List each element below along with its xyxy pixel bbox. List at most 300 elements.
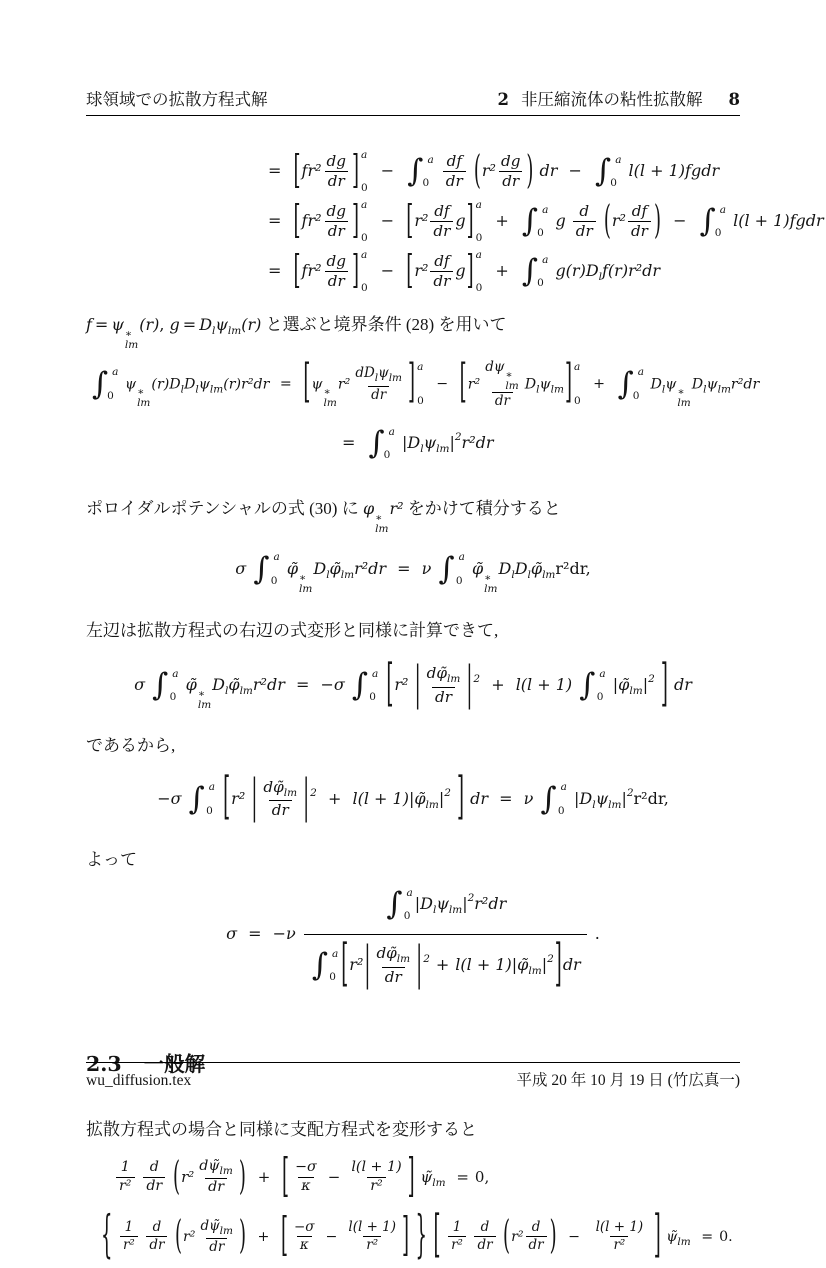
math-token: + — [495, 261, 509, 280]
denominator: dr — [492, 392, 513, 410]
math-token: D — [212, 675, 225, 694]
denominator: dr — [269, 800, 292, 820]
integral-limits — [168, 669, 178, 703]
math-token: ψ — [706, 376, 718, 393]
math-token: dr — [266, 675, 285, 694]
fraction — [498, 152, 523, 191]
left-paren: ( — [473, 147, 481, 194]
math-token: − — [380, 161, 395, 180]
abs-bar: | — [573, 788, 580, 808]
fraction — [260, 778, 300, 820]
subscript-l: l — [511, 568, 515, 581]
paragraph-therefore2 — [86, 847, 740, 873]
fraction — [345, 1219, 399, 1254]
star: ∗ — [323, 386, 331, 399]
denominator: dr — [325, 221, 348, 241]
fraction — [443, 152, 466, 191]
denominator: dr — [368, 386, 389, 404]
right-bracket: ] — [466, 247, 474, 294]
limit-a: a — [172, 667, 179, 680]
numerator: d — [579, 202, 590, 220]
integral-glyph: ∫ — [540, 780, 557, 817]
left-bracket: [ — [293, 197, 301, 244]
left-bracket: [ — [280, 1208, 288, 1262]
integral-glyph: ∫ — [253, 550, 270, 587]
math-token: + — [435, 955, 450, 974]
integral-limits — [108, 367, 118, 401]
math-token: r²dr — [474, 894, 507, 913]
math-token: fr² — [301, 261, 322, 280]
limit-a: a — [719, 203, 726, 216]
math-token: ψ̃ — [420, 1167, 433, 1186]
subscript-l: l — [432, 904, 437, 916]
math-token: r² — [414, 261, 429, 280]
math-token: r²dr, — [555, 558, 591, 578]
math-token: D — [407, 433, 421, 453]
abs-bar: | — [416, 937, 423, 991]
math-token: φ̃ — [185, 675, 197, 694]
math-token: D — [184, 376, 196, 393]
equation-by-parts-line3 — [86, 248, 740, 300]
left-paren: ( — [173, 1153, 181, 1200]
paragraph-therefore1 — [86, 733, 740, 759]
footer-row — [86, 1063, 740, 1092]
limit-a: a — [388, 425, 395, 438]
integral-sign — [369, 427, 395, 461]
math-token: dr — [674, 675, 692, 694]
subscript-l: l — [592, 798, 596, 811]
math-token: r² — [611, 211, 626, 230]
subsup — [125, 329, 138, 351]
math-token: = — [268, 261, 282, 280]
math-token: φ̃ — [530, 558, 543, 578]
sub-lm: lm — [299, 582, 313, 595]
equation-psi-identity — [86, 356, 760, 412]
math-token: dψ — [485, 359, 505, 376]
bracket-limits — [361, 250, 368, 294]
limit-0: 0 — [383, 449, 391, 462]
running-header — [86, 86, 740, 110]
abs-bar: | — [642, 675, 649, 694]
sub-lm: lm — [124, 339, 139, 352]
numerator: dg — [326, 152, 346, 170]
abs-bar: | — [541, 955, 548, 974]
math-token: (r) — [139, 315, 160, 334]
paragraph-text: よって — [86, 849, 137, 869]
math-token: = — [499, 788, 513, 808]
fraction — [430, 252, 453, 291]
inline-math — [86, 315, 262, 352]
math-token: r²dr — [354, 558, 387, 578]
math-token: fgdr — [685, 161, 720, 180]
subsup — [324, 387, 337, 409]
star: ∗ — [137, 386, 145, 399]
big-numerator — [378, 874, 512, 934]
subscript-l: l — [661, 383, 666, 396]
numerator: df — [434, 252, 450, 270]
math-token: = — [182, 315, 197, 334]
subscript-l: l — [212, 325, 216, 337]
limit-a: a — [361, 148, 368, 161]
limit-a: a — [417, 361, 424, 374]
limit-0: 0 — [537, 227, 544, 239]
integral-sign — [595, 155, 621, 189]
abs-bar: | — [364, 937, 371, 991]
limit-a: a — [427, 153, 434, 166]
math-token: r²dr, — [633, 788, 669, 808]
subscript-lm: lm — [550, 383, 564, 396]
numerator: df — [434, 202, 450, 220]
limit-0: 0 — [206, 804, 213, 817]
denominator: dr — [499, 171, 522, 191]
math-token: r² — [337, 376, 351, 393]
integral-limits — [455, 552, 465, 586]
fraction — [373, 944, 413, 986]
limit-a: a — [361, 248, 368, 261]
paragraph-text: であるから, — [86, 736, 176, 755]
fraction — [348, 1159, 404, 1196]
subsup — [198, 689, 211, 711]
integral-glyph: ∫ — [438, 550, 455, 587]
math-token: g — [169, 315, 180, 334]
right-bracket: ] — [351, 247, 359, 294]
math-token: D — [579, 788, 593, 808]
math-token: l(l + 1) — [352, 788, 409, 808]
math-token: l(l + 1) — [628, 161, 686, 180]
paragraph-choose — [86, 312, 740, 351]
bracket-limits — [476, 200, 483, 244]
fraction — [430, 202, 453, 241]
sub-lm: lm — [505, 380, 519, 393]
subscript-lm: lm — [436, 443, 450, 456]
subscript-l: l — [527, 568, 531, 581]
numerator: d — [531, 1219, 541, 1236]
left-bracket: [ — [459, 356, 467, 410]
superscript-2: 2 — [310, 786, 317, 799]
left-bracket: [ — [386, 654, 394, 714]
right-paren: ) — [549, 1212, 557, 1259]
math-token: (r) — [241, 315, 262, 334]
numerator — [482, 359, 523, 392]
limit-0: 0 — [455, 574, 463, 587]
integral-sign — [618, 367, 644, 401]
math-token: D — [199, 315, 213, 334]
paragraph-text: 拡散方程式の場合と同様に支配方程式を変形すると — [86, 1120, 477, 1139]
math-token: + — [491, 675, 505, 694]
math-token: (r) — [151, 376, 170, 393]
math-token: = — [279, 376, 292, 393]
math-token: f(r) — [602, 261, 629, 280]
math-token: φ̃ — [414, 788, 426, 808]
paragraph-text: をかけて積分すると — [403, 499, 561, 519]
math-token: + — [495, 211, 509, 230]
denominator: r² — [120, 1236, 138, 1254]
denominator: dr — [474, 1236, 495, 1254]
limit-a: a — [273, 551, 280, 563]
math-token: ψ — [111, 315, 124, 334]
subscript-l: l — [374, 372, 379, 385]
math-token: D — [169, 376, 181, 393]
subscript-l: l — [180, 383, 184, 396]
denominator: dr — [325, 171, 348, 191]
right-bracket: ] — [653, 1205, 661, 1265]
numerator: d — [480, 1219, 490, 1236]
integral-sign — [438, 552, 464, 586]
header-section-number: 2 — [497, 90, 510, 109]
subscript-lm: lm — [209, 383, 224, 396]
math-token: − — [325, 1228, 338, 1245]
integral-glyph: ∫ — [386, 886, 403, 922]
math-token: ψ̃ — [666, 1228, 678, 1245]
denominator: r² — [116, 1177, 135, 1196]
right-brace: } — [415, 1205, 427, 1265]
abs-bar: | — [449, 433, 455, 453]
integral-limits — [716, 205, 726, 239]
math-token: r²dr — [730, 376, 760, 393]
numerator — [260, 778, 300, 800]
integral-sign — [522, 255, 548, 289]
fraction — [424, 664, 464, 706]
bracket-limits — [476, 250, 483, 294]
math-token: r² — [511, 1228, 524, 1245]
subscript-lm: lm — [717, 383, 731, 396]
fraction — [474, 1219, 495, 1254]
math-token: φ̃ — [517, 955, 529, 974]
numerator: dg — [326, 202, 346, 220]
math-token: r² — [182, 1228, 196, 1245]
math-token: f — [86, 315, 92, 334]
abs-bar: | — [621, 788, 627, 808]
integral-sign — [152, 669, 178, 703]
left-bracket: [ — [406, 197, 414, 244]
math-token: ψ — [124, 376, 137, 393]
numerator: 1 — [120, 1159, 130, 1176]
limit-0: 0 — [422, 177, 430, 189]
fraction — [143, 1159, 165, 1196]
math-token: r² — [252, 675, 267, 694]
math-token: + — [257, 1228, 270, 1245]
fraction — [573, 202, 596, 241]
superscript-2: 2 — [626, 786, 634, 799]
math-token: 0, — [474, 1167, 490, 1186]
denominator: r² — [367, 1177, 386, 1196]
math-token: D — [691, 376, 704, 393]
limit-a: a — [542, 253, 549, 266]
math-token: ν — [421, 558, 432, 578]
math-token: = — [295, 675, 310, 694]
math-token: dφ̃ — [376, 944, 397, 963]
footer-date: 平成 20 年 10 月 19 日 (竹広真一) — [516, 1072, 740, 1089]
sub-lm: lm — [375, 523, 389, 536]
right-paren: ) — [526, 147, 534, 194]
denominator: dr — [205, 1178, 227, 1197]
right-paren: ) — [239, 1212, 247, 1259]
math-token: = — [456, 1167, 469, 1186]
right-bracket: ] — [351, 147, 359, 194]
right-bracket: ] — [564, 356, 572, 410]
subscript-lm: lm — [447, 673, 461, 686]
limit-0: 0 — [610, 177, 617, 189]
math-token: ψ — [595, 788, 609, 808]
numerator: df — [631, 202, 648, 220]
left-brace: { — [101, 1205, 113, 1265]
integral-glyph: ∫ — [152, 667, 169, 703]
limit-a: a — [458, 551, 465, 563]
math-token: D — [524, 376, 537, 393]
limit-0: 0 — [557, 804, 565, 817]
star: ∗ — [197, 688, 205, 700]
math-token: g — [455, 211, 466, 230]
integral-sign — [540, 782, 566, 816]
subsup — [505, 370, 518, 392]
numerator: d — [149, 1159, 159, 1176]
superscript-2: 2 — [467, 892, 475, 904]
integral-limits — [402, 888, 412, 922]
integral-glyph: ∫ — [521, 203, 539, 239]
math-token: r²dr — [241, 376, 270, 393]
limit-0: 0 — [361, 232, 368, 244]
equation-by-parts-line2 — [86, 197, 824, 244]
integral-limits — [269, 552, 279, 586]
denominator: dr — [628, 221, 651, 241]
numerator — [197, 1218, 236, 1238]
subscript-lm: lm — [448, 904, 463, 916]
abs-bar: | — [612, 675, 619, 694]
abs-bar: | — [414, 657, 421, 711]
subscript-l: l — [536, 383, 540, 396]
integral-glyph: ∫ — [521, 253, 539, 289]
subscript-l: l — [326, 568, 330, 581]
right-paren: ) — [238, 1153, 246, 1200]
left-paren: ( — [174, 1212, 182, 1259]
star: ∗ — [505, 369, 513, 382]
limit-a: a — [637, 366, 644, 379]
limit-a: a — [361, 198, 368, 211]
equation-block-psi — [86, 356, 760, 472]
superscript-2: 2 — [444, 786, 451, 799]
math-token: − — [380, 261, 395, 280]
limit-0: 0 — [403, 910, 411, 922]
math-token: r² — [394, 675, 409, 694]
math-token: D — [585, 261, 599, 280]
header-section-title: 非圧縮流体の粘性拡散解 — [521, 91, 703, 109]
integral-limits — [205, 782, 215, 816]
math-token: = — [94, 315, 109, 334]
fraction — [116, 1159, 135, 1196]
subscript-l: l — [195, 383, 199, 396]
math-token: = — [397, 558, 411, 578]
integral-glyph: ∫ — [579, 667, 596, 703]
limit-0: 0 — [169, 691, 177, 703]
fraction — [482, 359, 523, 410]
math-token: σ — [226, 924, 238, 943]
limit-0: 0 — [596, 691, 604, 703]
inline-math — [362, 499, 404, 536]
math-token: D — [514, 558, 528, 578]
math-token: = — [342, 433, 356, 453]
right-bracket: ] — [554, 934, 562, 994]
fraction — [526, 1219, 547, 1254]
math-token: −σ — [157, 788, 182, 808]
limit-0: 0 — [632, 389, 640, 402]
math-token: D — [498, 558, 512, 578]
math-token: ψ — [665, 376, 677, 393]
limit-0: 0 — [369, 691, 376, 703]
right-bracket: ] — [466, 197, 474, 244]
math-token: 0. — [719, 1228, 733, 1245]
abs-bar: | — [414, 894, 421, 913]
denominator: dr — [143, 1177, 165, 1196]
subscript-lm: lm — [227, 325, 242, 337]
star: ∗ — [677, 386, 685, 399]
header-rule — [86, 115, 740, 116]
math-token: dφ̃ — [263, 777, 284, 796]
fraction — [324, 202, 349, 241]
numerator: −σ — [293, 1219, 315, 1236]
numerator: d — [152, 1219, 162, 1236]
bracket-limits — [361, 150, 368, 194]
integral-sign — [253, 552, 279, 586]
numerator — [196, 1158, 236, 1178]
numerator: dg — [326, 252, 346, 270]
equation-poloidal-weak — [86, 546, 740, 598]
subscript-lm: lm — [340, 568, 355, 581]
math-token: g(r) — [555, 261, 586, 280]
subscript-lm: lm — [608, 798, 622, 811]
limit-0: 0 — [361, 282, 368, 294]
big-denominator — [304, 934, 587, 995]
limit-a: a — [406, 886, 413, 899]
numerator: df — [446, 152, 462, 170]
math-token: ν — [523, 788, 534, 808]
math-token: dψ̃ — [199, 1158, 220, 1175]
math-token: D — [420, 894, 433, 913]
math-token: l(l + 1) — [455, 955, 512, 974]
right-bracket: ] — [351, 197, 359, 244]
math-token: = — [248, 924, 262, 943]
numerator: 1 — [124, 1219, 134, 1236]
numerator: −σ — [295, 1159, 317, 1176]
math-token: − — [380, 211, 395, 230]
math-token: fr² — [301, 211, 322, 230]
subscript-lm: lm — [283, 786, 298, 799]
limit-a: a — [599, 667, 606, 680]
subsup — [299, 573, 312, 595]
superscript-2: 2 — [423, 953, 430, 965]
math-token: l(l + 1) — [515, 675, 573, 694]
limit-0: 0 — [475, 232, 483, 244]
math-token: ψ — [436, 894, 449, 913]
math-token: D — [650, 376, 662, 393]
math-token: = — [268, 161, 282, 180]
denominator: dr — [526, 1236, 547, 1254]
fraction — [324, 252, 349, 291]
numerator — [352, 365, 405, 385]
integral-limits — [368, 669, 378, 703]
limit-a: a — [112, 366, 119, 379]
math-token: φ̃ — [471, 558, 484, 578]
numerator: 1 — [452, 1219, 462, 1236]
abs-bar: | — [303, 770, 310, 825]
math-token: φ — [362, 499, 375, 519]
fraction — [292, 1159, 320, 1196]
section-title: 一般解 — [143, 1053, 206, 1076]
fraction — [593, 1219, 647, 1254]
abs-bar: | — [466, 657, 473, 711]
numerator: l(l + 1) — [351, 1159, 402, 1176]
left-paren: ( — [503, 1212, 511, 1259]
math-token: g — [555, 211, 566, 230]
